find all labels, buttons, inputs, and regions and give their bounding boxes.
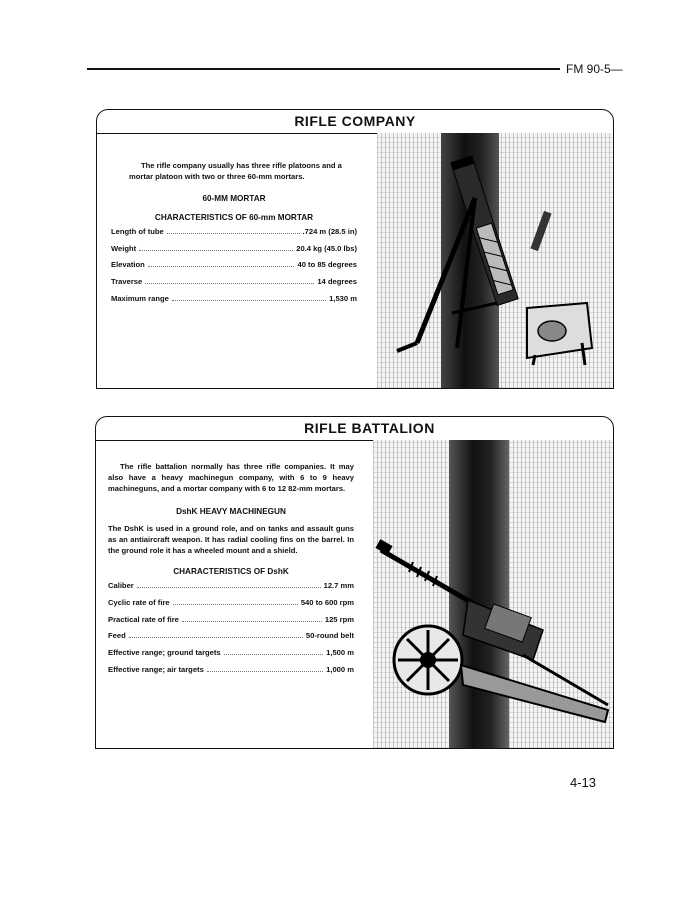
page-number: 4-13 — [570, 775, 597, 790]
leader-dots — [139, 250, 293, 251]
spec-value: 125 rpm — [324, 614, 354, 624]
rifle-battalion-panel — [95, 416, 614, 749]
leader-dots — [137, 587, 321, 588]
spec-value: 50-round belt — [305, 631, 354, 641]
leader-dots — [182, 621, 322, 622]
mortar-illustration — [377, 133, 613, 388]
leader-dots — [172, 300, 326, 301]
spec-label: Cyclic rate of fire — [108, 597, 170, 607]
machinegun-illustration — [373, 440, 613, 748]
spec-value: 540 to 600 rpm — [300, 597, 354, 607]
spec-row — [108, 615, 354, 626]
spec-value: 12.7 mm — [323, 580, 354, 590]
mortar-characteristics-heading: CHARACTERISTICS OF 60-mm MORTAR — [154, 213, 314, 223]
leader-dots — [148, 266, 295, 267]
mortar-subheading: 60-MM MORTAR — [202, 193, 266, 203]
spec-row — [108, 648, 354, 659]
spec-row — [108, 598, 354, 609]
spec-label: Elevation — [111, 260, 145, 270]
spec-label: Length of tube — [111, 226, 164, 236]
spec-row — [111, 260, 357, 271]
spec-value: 20.4 kg (45.0 lbs) — [296, 243, 357, 253]
rifle-company-text — [97, 133, 367, 388]
spec-value: 40 to 85 degrees — [297, 260, 357, 270]
header-rule — [87, 68, 560, 70]
machinegun-photo — [373, 440, 613, 748]
leader-dots — [145, 283, 314, 284]
leader-dots — [167, 233, 300, 234]
manual-header: FM 90-5— — [566, 62, 623, 76]
spec-label: Weight — [111, 243, 137, 253]
spec-label: Feed — [108, 631, 126, 641]
spec-row — [111, 227, 357, 238]
spec-row — [111, 244, 357, 255]
rifle-battalion-title: RIFLE BATTALION — [96, 417, 613, 441]
spec-value: 14 degrees — [317, 277, 357, 287]
spec-label: Effective range; air targets — [108, 664, 204, 674]
leader-dots — [173, 604, 298, 605]
spec-row — [111, 294, 357, 305]
spec-label: Effective range; ground targets — [108, 648, 221, 658]
spec-row — [108, 631, 354, 642]
leader-dots — [224, 654, 323, 655]
rifle-company-title: RIFLE COMPANY — [97, 110, 613, 134]
dshk-characteristics-heading: CHARACTERISTICS OF DshK — [173, 567, 289, 577]
mortar-photo — [377, 133, 613, 388]
spec-row — [108, 665, 354, 676]
spec-row — [111, 277, 357, 288]
spec-value: 1,530 m — [329, 293, 357, 303]
dshk-subheading: DshK HEAVY MACHINEGUN — [176, 507, 286, 517]
spec-value: .724 m (28.5 in) — [302, 226, 357, 236]
rifle-battalion-intro: The rifle battalion normally has three rifle companies. It may also have a heavy machinegun company, with 6 to 9 heavy machineguns, and a mortar company with 6 to 12 82-mm mortars. — [108, 462, 354, 493]
rifle-battalion-text — [96, 440, 368, 748]
spec-label: Caliber — [108, 580, 134, 590]
rifle-company-intro: The rifle company usually has three rifle platoons and a mortar platoon with two or three 60-mm mortars. — [129, 161, 342, 181]
spec-value: 1,000 m — [326, 664, 354, 674]
leader-dots — [207, 671, 323, 672]
dshk-description: The DshK is used in a ground role, and on tanks and assault guns as an antiaircraft weapon. It has radial cooling fins on the barrel. In the ground role it has a wheeled mount and a shield. — [108, 523, 354, 555]
rifle-company-panel — [96, 109, 614, 389]
spec-row — [108, 581, 354, 592]
dshk-spec-list — [108, 581, 354, 676]
leader-dots — [129, 637, 303, 638]
spec-label: Traverse — [111, 277, 143, 287]
spec-value: 1,500 m — [326, 648, 354, 658]
spec-label: Maximum range — [111, 293, 169, 303]
spec-label: Practical rate of fire — [108, 614, 179, 624]
mortar-spec-list — [111, 227, 357, 305]
